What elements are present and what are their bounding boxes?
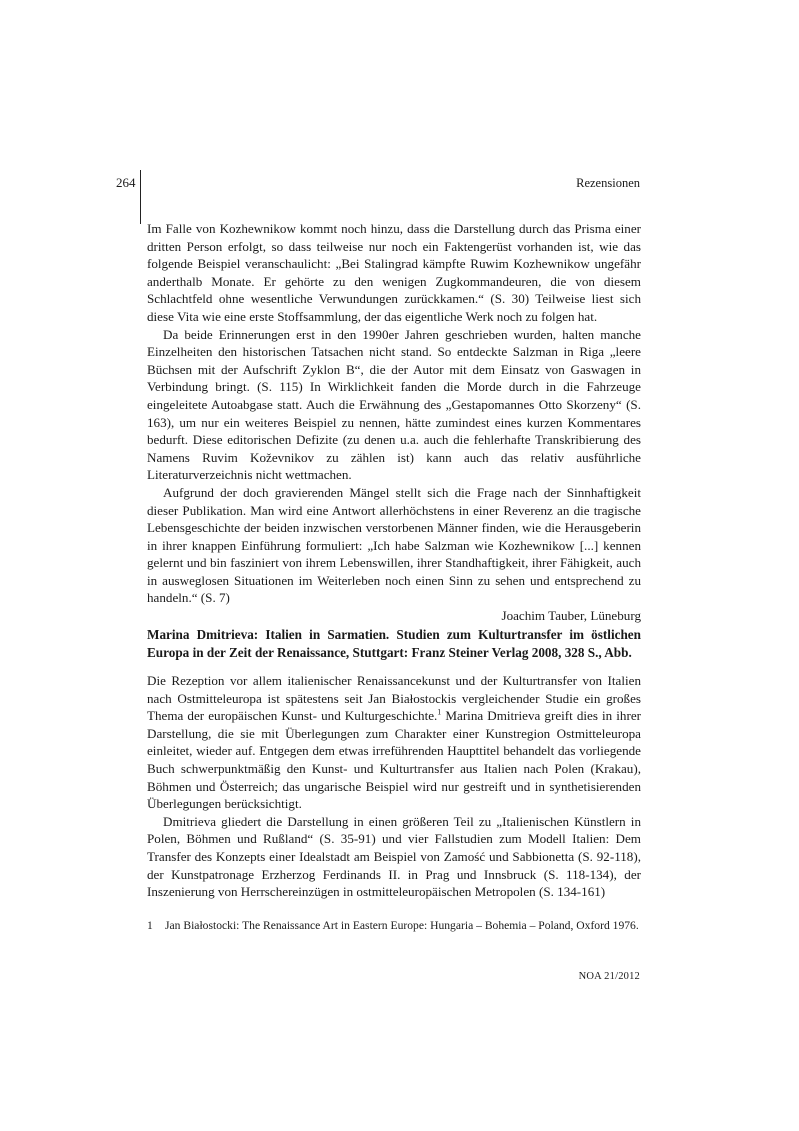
paragraph: Da beide Erinnerungen erst in den 1990er Jahren geschrieben wurden, halten manche Einzelheiten den historischen Tatsachen nicht stand. So entdeckte Salzman in Riga „leere Büchsen mit der Aufschrift Zyklon B“, die der Autor mit dem Einsatz von Gaswagen in Verbindung bringt. (S. 115) In Wirklichkeit fanden die Morde durch in die Fahrzeuge eingeleitete Autoabgase statt. Auch die Erwähnung des „Gestapomannes Otto Skorzeny“ (S. 163), um nur ein weiteres Beispiel zu nennen, hätte zumindest eines kurzen Kommentares bedurft. Diese editorischen Defizite (zu denen u.a. auch die fehlerhafte Transkribierung des Namens Ruvim Koževnikov zu zählen ist) kann auch das relativ ausführliche Literaturverzeichnis nicht wettmachen.	[147, 326, 641, 483]
footnote-number: 1	[147, 919, 153, 932]
paragraph-text: Die Rezeption vor allem italienischer Renaissancekunst und der Kulturtransfer von Italien nach Ostmitteleuropa ist spätestens seit Jan Białostockis vergleichender Studie ein großes Thema der europäischen Kunst- und Kulturgeschichte.	[147, 673, 641, 724]
review-continuation	[147, 220, 641, 625]
footnote-marker[interactable]: 1	[437, 707, 442, 717]
header-divider	[140, 170, 141, 224]
running-head: Rezensionen	[576, 176, 640, 190]
footnote-text: Jan Białostocki: The Renaissance Art in Eastern Europe: Hungaria – Bohemia – Poland, Oxford 1976.	[165, 919, 639, 932]
paragraph-text: Marina Dmitrieva greift dies in ihrer Darstellung, die sie mit Überlegungen zum Charakter einer Kunstregion Ostmitteleuropa einleitet, wieder auf. Entgegen dem etwas irreführenden Haupttitel behandelt das vorliegende Buch schwerpunktmäßig den Kunst- und Kulturtransfer aus Italien nach Polen (Krakau), Böhmen und Österreich; das ungarische Beispiel wird nur gestreift und in synthetisierenden Überlegungen berücksichtigt.	[147, 708, 641, 812]
journal-issue: NOA 21/2012	[578, 971, 640, 982]
paragraph: Im Falle von Kozhewnikow kommt noch hinzu, dass die Darstellung durch das Prisma einer dritten Person erfolgt, so dass teilweise nur noch ein Faktengerüst vorhanden ist, wie das folgende Beispiel veranschaulicht: „Bei Stalingrad kämpfte Ruwim Kozhewnikow ungefähr anderthalb Monate. Er gehörte zu den wenigen Zugkommandeuren, die von diesem Schlachtfeld ohne wesentliche Verwundungen zurückkamen.“ (S. 30) Teilweise liest sich diese Vita wie eine erste Stoffsammlung, der das eigentliche Werk noch zu folgen hat.	[147, 221, 641, 324]
review-body	[147, 672, 641, 901]
paragraph: Aufgrund der doch gravierenden Mängel stellt sich die Frage nach der Sinnhaftigkeit dieser Publikation. Man wird eine Antwort allerhöchstens in einer Reverenz an die tragische Lebensgeschichte der beiden inzwischen verstorbenen Männer finden, wie die Herausgeberin in ihrer knappen Einführung formuliert: „Ich habe Salzman wie Kozhewnikow [...] kennen gelernt und bin fasziniert von ihrem Lebenswillen, ihrer Standhaftigkeit, ihrer Fähigkeit, auch in ausweglosen Situationen im Weiterleben noch einen Sinn zu sehen und entsprechend zu handeln.“ (S. 7)	[147, 484, 641, 606]
footnote	[147, 918, 641, 934]
paragraph	[147, 672, 641, 813]
review-heading: Marina Dmitrieva: Italien in Sarmatien. Studien zum Kulturtransfer im östlichen Europa in der Zeit der Renaissance, Stuttgart: Franz Steiner Verlag 2008, 328 S., Abb.	[147, 627, 641, 660]
reviewer-signature: Joachim Tauber, Lüneburg	[501, 608, 641, 624]
paragraph: Dmitrieva gliedert die Darstellung in einen größeren Teil zu „Italienischen Künstlern in Polen, Böhmen und Rußland“ (S. 35-91) und vier Fallstudien zum Modell Italien: Dem Transfer des Konzepts einer Idealstadt am Beispiel von Zamość und Sabbionetta (S. 92-118), der Kunstpatronage Erzherzog Ferdinands II. in Prag und Innsbruck (S. 118-134), der Inszenierung von Herrschereinzügen in ostmitteleuropäischen Metropolen (S. 134-161)	[147, 813, 641, 900]
page-number: 264	[116, 175, 136, 190]
